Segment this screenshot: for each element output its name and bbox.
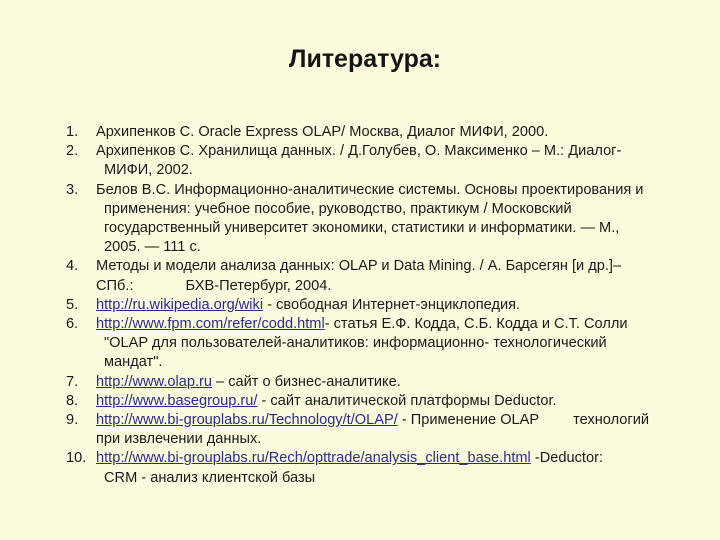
reference-text-line xyxy=(96,392,702,411)
list-item xyxy=(66,449,702,487)
item-number: 6. xyxy=(66,316,79,333)
publisher-city: СПб.: xyxy=(96,277,134,294)
list-item xyxy=(66,257,702,295)
link-description: – сайт о бизнес-аналитике. xyxy=(212,373,401,390)
item-number: 2. xyxy=(66,143,79,160)
reference-text: мандат". xyxy=(104,354,163,371)
client-analysis-link[interactable]: http://www.bi-grouplabs.ru/Rech/opttrade/analysis_client_base.html xyxy=(96,450,531,467)
reference-text: Архипенков С. Oracle Express OLAP/ Москва, Диалог МИФИ, 2000. xyxy=(96,124,549,140)
link-description: - Применение OLAP xyxy=(397,412,540,429)
item-number: 3. xyxy=(66,181,79,198)
reference-text: при извлечении данных. xyxy=(96,431,262,448)
list-item xyxy=(66,181,702,258)
olap-ru-link[interactable]: http://www.olap.ru xyxy=(96,373,212,390)
link-description: - статья Е.Ф. Кодда, С.Б. Кодда и С.Т. Солли xyxy=(324,316,628,333)
list-item xyxy=(66,123,702,142)
list-item xyxy=(66,315,702,373)
reference-text: применения: учебное пособие, руководство, практикум / Московский xyxy=(104,200,572,217)
list-item xyxy=(66,411,702,449)
reference-text: Архипенков С. Хранилища данных. / Д.Голубев, О. Максименко – М.: Диалог- xyxy=(96,143,622,160)
reference-text: государственный университет экономики, статистики и информатики. — М., xyxy=(104,220,620,237)
reference-text: Методы и модели анализа данных: OLAP и Data Mining. / А. Барсегян [и др.]– xyxy=(96,258,622,275)
item-number: 7. xyxy=(66,373,79,390)
link-description-cont: технологий xyxy=(573,412,650,429)
reference-text: CRM - анализ клиентской базы xyxy=(104,469,316,486)
link-description: - свободная Интернет-энциклопедия. xyxy=(263,296,521,313)
reference-text-line xyxy=(96,373,702,392)
list-item xyxy=(66,373,702,392)
list-item xyxy=(66,142,702,180)
reference-text-line xyxy=(96,449,702,468)
item-number: 9. xyxy=(66,412,79,429)
wikipedia-link[interactable]: http://ru.wikipedia.org/wiki xyxy=(96,296,264,313)
basegroup-link[interactable]: http://www.basegroup.ru/ xyxy=(96,392,258,409)
reference-list xyxy=(66,123,702,488)
link-description: -Deductor: xyxy=(530,450,603,467)
item-number: 8. xyxy=(66,392,79,409)
reference-text-line xyxy=(96,411,702,430)
list-item xyxy=(66,392,702,411)
reference-text: Белов В.С. Информационно-аналитические системы. Основы проектирования и xyxy=(96,181,644,198)
reference-text-line xyxy=(96,315,702,334)
reference-text-line xyxy=(96,296,702,315)
link-description: - сайт аналитической платформы Deductor. xyxy=(257,392,557,409)
item-number: 10. xyxy=(66,450,87,467)
item-number: 4. xyxy=(66,258,79,275)
reference-text: "OLAP для пользователей-аналитиков: информационно- технологический xyxy=(104,335,607,352)
item-number: 5. xyxy=(66,296,79,313)
codd-article-link[interactable]: http://www.fpm.com/refer/codd.html xyxy=(96,316,325,333)
reference-text: 2005. — 111 с. xyxy=(104,239,201,256)
page-title: Литература: xyxy=(288,45,442,73)
item-number: 1. xyxy=(66,124,79,140)
list-item xyxy=(66,296,702,315)
reference-text-line xyxy=(96,277,702,296)
publisher: БХВ-Петербург, 2004. xyxy=(185,277,332,294)
olap-technology-link[interactable]: http://www.bi-grouplabs.ru/Technology/t/OLAP/ xyxy=(96,412,398,429)
reference-text: МИФИ, 2002. xyxy=(104,162,193,179)
